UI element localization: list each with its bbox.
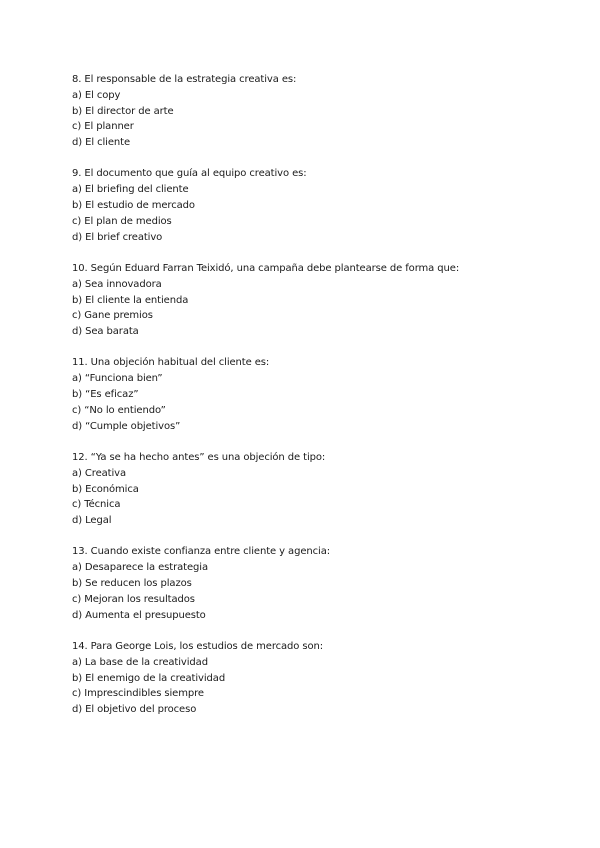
answer-option: a) Sea innovadora [72, 278, 162, 290]
answer-option: d) “Cumple objetivos” [72, 420, 181, 432]
question-prompt: 10. Según Eduard Farran Teixidó, una campaña debe plantearse de forma que: [72, 262, 460, 274]
answer-option: b) Se reducen los plazos [72, 578, 192, 590]
answer-option: c) Gane premios [72, 310, 153, 322]
question-list [72, 72, 532, 733]
question-prompt: 12. “Ya se ha hecho antes” es una objeción de tipo: [72, 451, 326, 463]
question-10 [72, 261, 532, 340]
answer-option: c) Mejoran los resultados [72, 593, 195, 605]
question-9 [72, 166, 532, 245]
answer-option: b) “Es eficaz” [72, 389, 139, 401]
question-prompt: 13. Cuando existe confianza entre cliente y agencia: [72, 546, 330, 558]
answer-option: a) El copy [72, 89, 121, 101]
answer-option: c) Técnica [72, 499, 121, 511]
question-11 [72, 355, 532, 434]
question-13 [72, 544, 532, 623]
answer-option: a) La base de la creatividad [72, 656, 208, 668]
answer-option: a) “Funciona bien” [72, 373, 163, 385]
answer-option: d) Aumenta el presupuesto [72, 609, 206, 621]
answer-option: c) El plan de medios [72, 215, 172, 227]
answer-option: d) El brief creativo [72, 231, 163, 243]
question-prompt: 14. Para George Lois, los estudios de mercado son: [72, 640, 324, 652]
answer-option: d) El objetivo del proceso [72, 704, 197, 716]
question-8 [72, 72, 532, 151]
answer-option: d) El cliente [72, 137, 131, 149]
answer-option: b) El director de arte [72, 105, 174, 117]
answer-option: d) Legal [72, 515, 112, 527]
answer-option: b) El cliente la entienda [72, 294, 189, 306]
answer-option: b) Económica [72, 483, 139, 495]
answer-option: d) Sea barata [72, 326, 139, 338]
answer-option: c) Imprescindibles siempre [72, 688, 204, 700]
answer-option: b) El estudio de mercado [72, 200, 195, 212]
question-12 [72, 450, 532, 529]
answer-option: c) “No lo entiendo” [72, 404, 166, 416]
answer-option: a) El briefing del cliente [72, 184, 189, 196]
answer-option: a) Desaparece la estrategia [72, 562, 208, 574]
question-prompt: 9. El documento que guía al equipo creativo es: [72, 168, 307, 180]
question-prompt: 8. El responsable de la estrategia creativa es: [72, 74, 297, 85]
answer-option: b) El enemigo de la creatividad [72, 672, 226, 684]
answer-option: a) Creativa [72, 467, 127, 479]
question-prompt: 11. Una objeción habitual del cliente es: [72, 357, 270, 369]
answer-option: c) El planner [72, 121, 134, 133]
question-14 [72, 639, 532, 718]
